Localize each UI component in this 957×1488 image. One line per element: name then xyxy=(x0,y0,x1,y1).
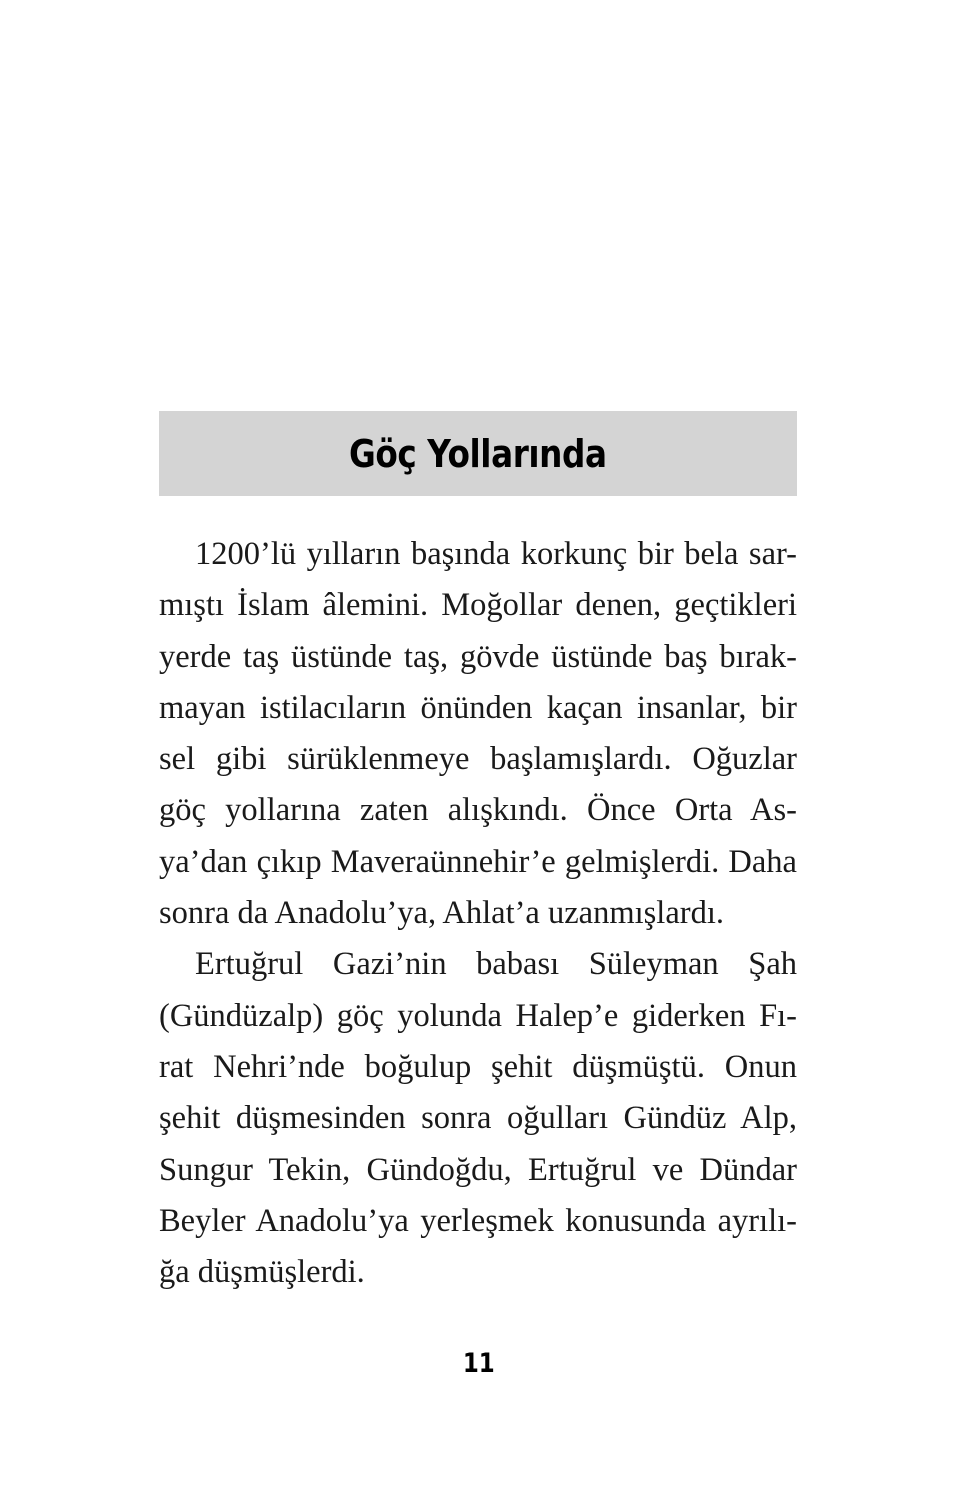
text-line: 1200’lü yılların başında korkunç bir bela sar- xyxy=(195,536,797,572)
chapter-body xyxy=(159,529,797,1298)
text-line: (Gündüzalp) göç yolunda Halep’e giderken Fı- xyxy=(159,997,797,1034)
text-line: Beyler Anadolu’ya yerleşmek konusunda ayrılı- xyxy=(159,1202,797,1239)
text-line: mayan istilacıların önünden kaçan insanlar, bir xyxy=(159,689,797,726)
paragraph-1 xyxy=(159,529,797,939)
page-number xyxy=(0,1348,957,1379)
text-line: Sungur Tekin, Gündoğdu, Ertuğrul ve Dündar xyxy=(159,1151,797,1188)
text-line: yerde taş üstünde taş, gövde üstünde baş bırak- xyxy=(159,638,797,675)
text-line: mıştı İslam âlemini. Moğollar denen, geçtikleri xyxy=(159,587,797,624)
text-line: sonra da Anadolu’ya, Ahlat’a uzanmışlardı. xyxy=(159,895,724,932)
text-line: ğa düşmüşlerdi. xyxy=(159,1254,365,1291)
paragraph-2 xyxy=(159,939,797,1298)
text-line: şehit düşmesinden sonra oğulları Gündüz Alp, xyxy=(159,1100,797,1137)
chapter-title-band xyxy=(159,411,797,496)
page-number-text: 11 xyxy=(462,1348,495,1379)
chapter-title: Göç Yollarında xyxy=(349,431,607,476)
text-line: sel gibi sürüklenmeye başlamışlardı. Oğuzlar xyxy=(159,741,797,778)
text-line: Ertuğrul Gazi’nin babası Süleyman Şah xyxy=(195,946,797,983)
text-line: ya’dan çıkıp Maveraünnehir’e gelmişlerdi. Daha xyxy=(159,843,797,880)
text-line: göç yollarına zaten alışkındı. Önce Orta As- xyxy=(159,792,797,829)
text-line: rat Nehri’nde boğulup şehit düşmüştü. Onun xyxy=(159,1048,797,1085)
